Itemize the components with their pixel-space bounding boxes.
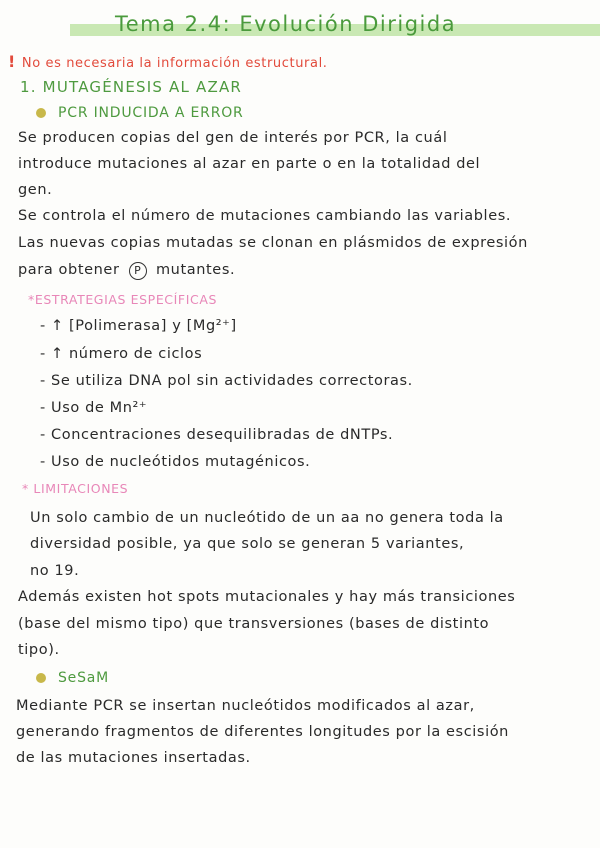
paragraph-line: no 19. bbox=[30, 563, 80, 579]
strategies-heading: *ESTRATEGIAS ESPECÍFICAS bbox=[28, 292, 218, 307]
strategy-item: - ↑ [Polimerasa] y [Mg²⁺] bbox=[40, 318, 237, 334]
paragraph-text: para obtener bbox=[18, 262, 120, 278]
section-heading: 1. MUTAGÉNESIS AL AZAR bbox=[20, 78, 243, 96]
note-line bbox=[8, 52, 328, 71]
paragraph-line: Además existen hot spots mutacionales y hay más transiciones bbox=[18, 589, 516, 605]
subsection-sesam bbox=[36, 670, 109, 686]
paragraph-line: tipo). bbox=[18, 642, 60, 658]
subsection-pcr-label: PCR INDUCIDA A ERROR bbox=[58, 105, 244, 121]
paragraph-line: introduce mutaciones al azar en parte o en la totalidad del bbox=[18, 156, 481, 172]
paragraph-line: (base del mismo tipo) que transversiones (bases de distinto bbox=[18, 616, 490, 632]
paragraph-line: Un solo cambio de un nucleótido de un aa no genera toda la bbox=[30, 510, 504, 526]
strategy-item: - Uso de Mn²⁺ bbox=[40, 400, 148, 416]
paragraph-line: generando fragmentos de diferentes longitudes por la escisión bbox=[16, 724, 509, 740]
subsection-sesam-label: SeSaM bbox=[58, 670, 110, 686]
paragraph-line: Se producen copias del gen de interés por PCR, la cuál bbox=[18, 130, 448, 146]
page-title: Tema 2.4: Evolución Dirigida bbox=[115, 12, 457, 36]
paragraph-line bbox=[18, 262, 235, 280]
bullet-dot-icon bbox=[36, 108, 46, 118]
note-text: No es necesaria la información estructural. bbox=[21, 56, 328, 71]
protein-circle-icon: P bbox=[129, 262, 147, 280]
strategy-item: - Uso de nucleótidos mutagénicos. bbox=[40, 454, 311, 470]
strategy-item: - Se utiliza DNA pol sin actividades correctoras. bbox=[40, 373, 413, 389]
paragraph-line: gen. bbox=[18, 182, 53, 198]
strategy-item: - Concentraciones desequilibradas de dNTPs. bbox=[40, 427, 394, 443]
paragraph-line: Las nuevas copias mutadas se clonan en plásmidos de expresión bbox=[18, 235, 528, 251]
paragraph-line: de las mutaciones insertadas. bbox=[16, 750, 251, 766]
limitations-heading: * LIMITACIONES bbox=[22, 481, 129, 496]
paragraph-text: mutantes. bbox=[155, 262, 236, 278]
subsection-pcr bbox=[36, 105, 244, 121]
paragraph-line: Mediante PCR se insertan nucleótidos modificados al azar, bbox=[16, 698, 475, 714]
paragraph-line: Se controla el número de mutaciones cambiando las variables. bbox=[18, 208, 512, 224]
strategy-item: - ↑ número de ciclos bbox=[40, 346, 203, 362]
paragraph-line: diversidad posible, ya que solo se generan 5 variantes, bbox=[30, 536, 465, 552]
exclamation-icon: ! bbox=[8, 52, 16, 71]
bullet-dot-icon bbox=[36, 673, 46, 683]
